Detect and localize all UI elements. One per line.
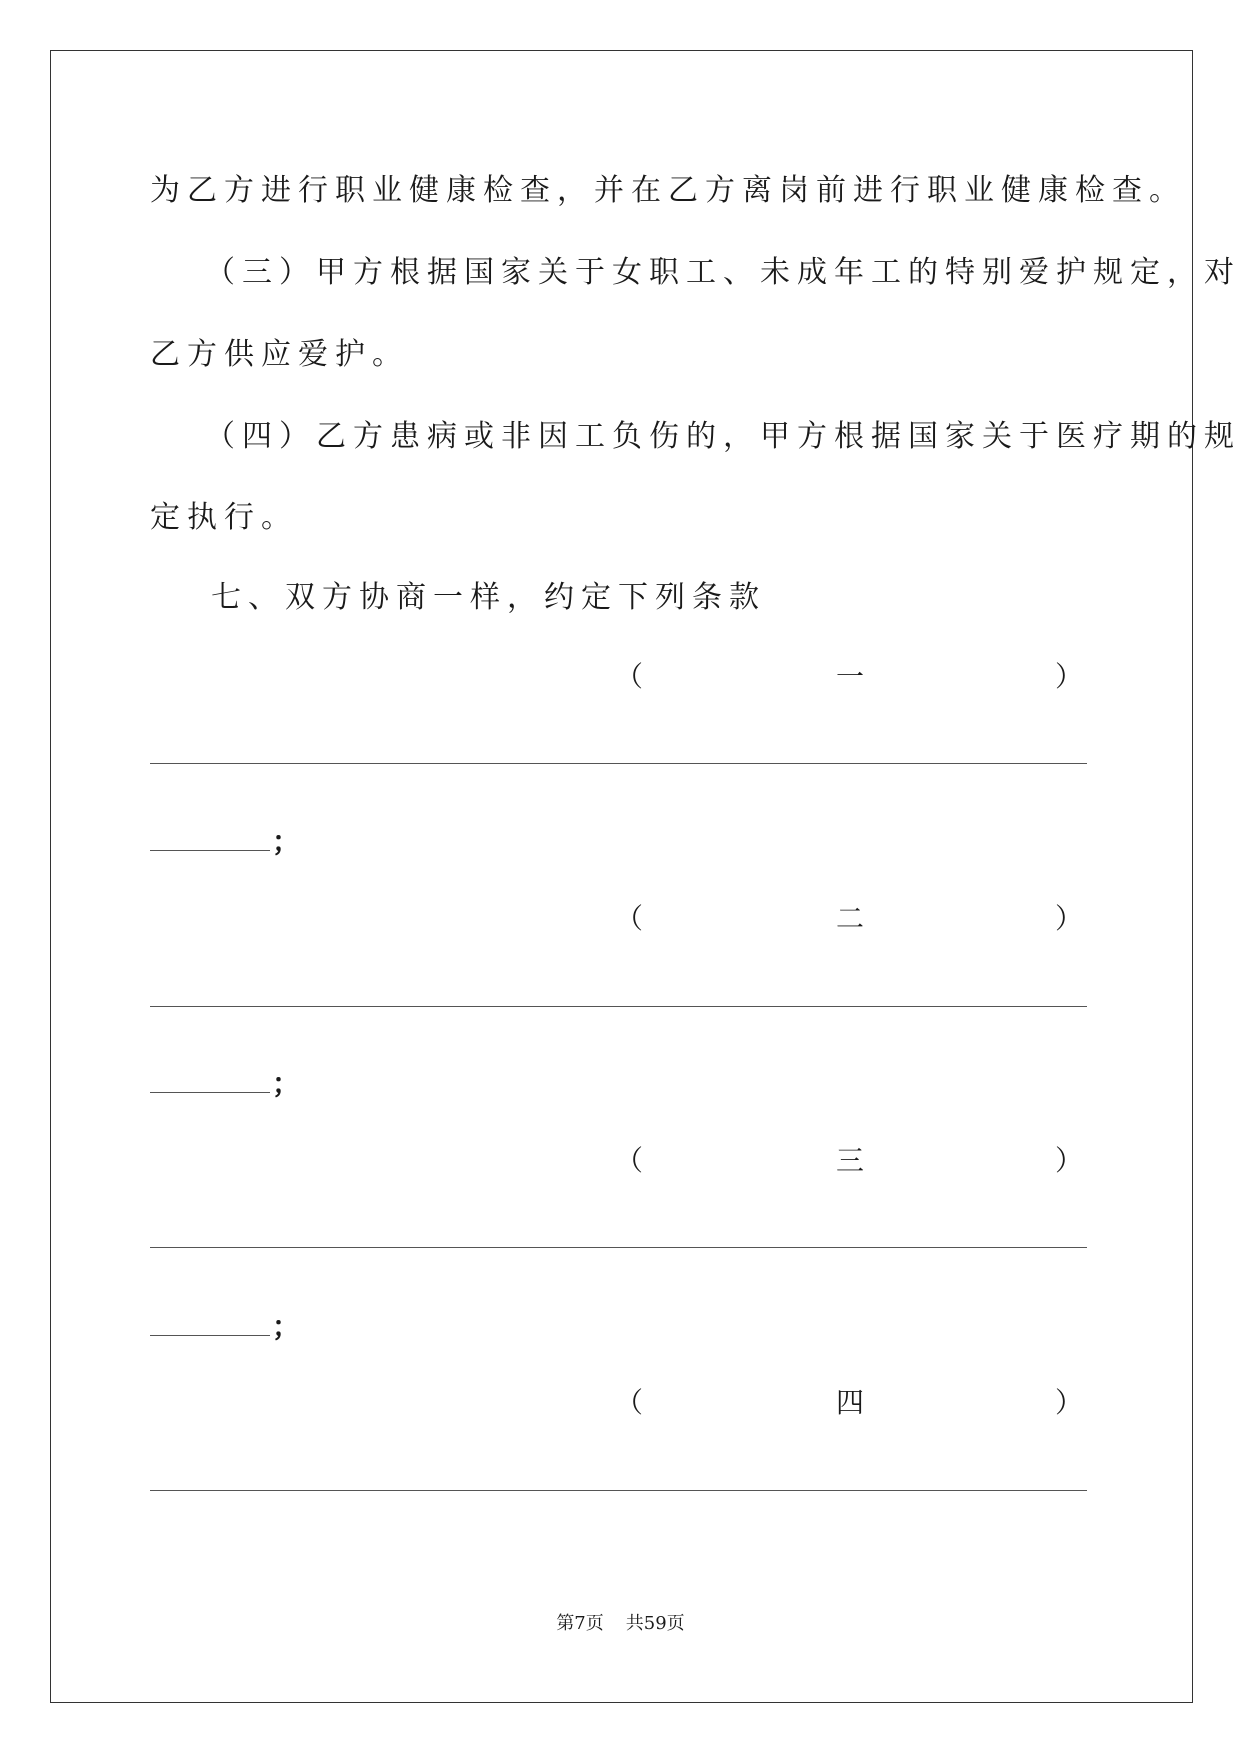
clause-number-row [150, 1144, 1090, 1187]
clause-number-row [150, 902, 1090, 945]
paragraph-line: 为乙方进行职业健康检查，并在乙方离岗前进行职业健康检查。 [150, 173, 1186, 208]
page-number: 第7页 [556, 1613, 604, 1634]
clause-number: 三 [835, 1144, 864, 1177]
paragraph-line: （三）甲方根据国家关于女职工、未成年工的特别爱护规定，对 [205, 255, 1241, 290]
paragraph-line: 定执行。 [150, 500, 298, 535]
short-fill-in [150, 1067, 301, 1100]
paragraph-line: （四）乙方患病或非因工负伤的，甲方根据国家关于医疗期的规 [205, 419, 1241, 454]
fill-in-line [150, 1247, 1087, 1248]
open-paren: （ [615, 1144, 644, 1177]
fill-in-line [150, 1490, 1087, 1491]
fill-in-line [150, 1006, 1087, 1007]
clause-number: 一 [835, 660, 864, 693]
open-paren: （ [615, 660, 644, 693]
clause-number-row [150, 660, 1090, 703]
short-underline [150, 1074, 270, 1093]
page-footer [0, 1615, 1241, 1633]
clause-number: 二 [835, 902, 864, 935]
open-paren: （ [615, 902, 644, 935]
short-underline [150, 1317, 270, 1336]
clause-number-row [150, 1386, 1090, 1429]
close-paren: ） [1055, 1144, 1084, 1177]
short-underline [150, 832, 270, 851]
semicolon: ； [272, 1067, 301, 1100]
short-fill-in [150, 1310, 301, 1343]
close-paren: ） [1055, 1386, 1084, 1419]
close-paren: ） [1055, 902, 1084, 935]
semicolon: ； [272, 1310, 301, 1343]
paragraph-line: 乙方供应爱护。 [150, 337, 409, 372]
clause-number: 四 [835, 1386, 864, 1419]
open-paren: （ [615, 1386, 644, 1419]
page-border [50, 50, 1193, 1703]
section-heading: 七、双方协商一样，约定下列条款 [211, 580, 766, 615]
short-fill-in [150, 825, 301, 858]
total-pages: 共59页 [625, 1613, 685, 1634]
close-paren: ） [1055, 660, 1084, 693]
fill-in-line [150, 763, 1087, 764]
semicolon: ； [272, 825, 301, 858]
